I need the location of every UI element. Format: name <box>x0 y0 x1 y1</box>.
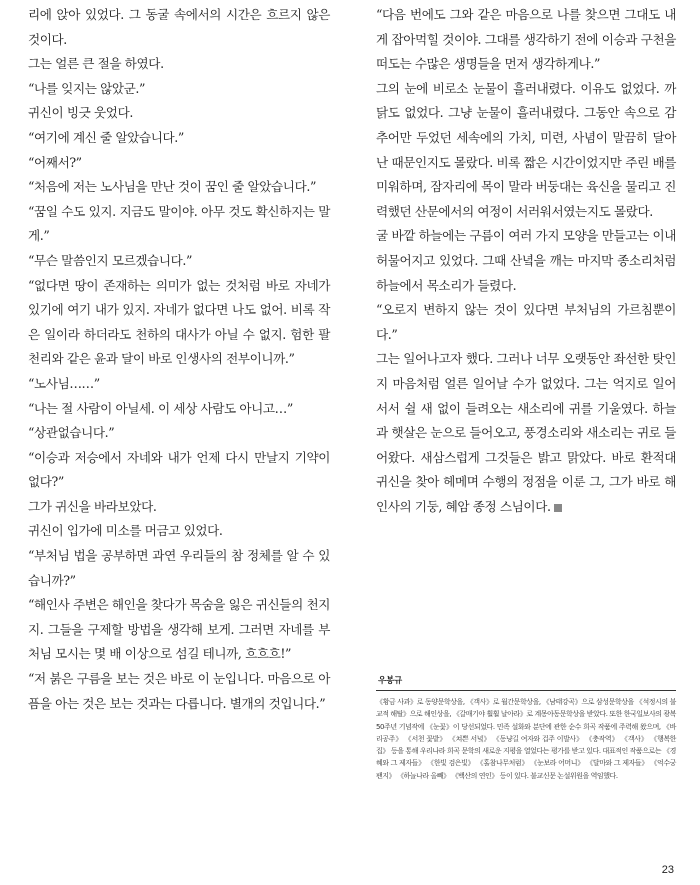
paragraph: 그의 눈에 비로소 눈물이 흘러내렸다. 이유도 없었다. 까닭도 없었다. 그냥 눈물이 흘러내렸다. 그동안 속으로 감추어만 두었던 세속에의 가치, 미련, 사념이 말끔히 달아난 때문인지도 몰랐다. 비록 짧은 시간이었지만 주린 배를 미워하며, 잠자리에 목이 말라 버둥대는 육신을 물리고 진력했던 산문에서의 여정이 서러워서였는지도 몰랐다. <box>376 80 676 219</box>
paragraph-final-text: 그는 일어나고자 했다. 그러나 너무 오랫동안 좌선한 탓인지 마음처럼 얼른 일어날 수가 없었다. 그는 억지로 일어서서 쉴 새 없이 들려오는 새소리에 귀를 기울였다. 하늘과 햇살은 눈으로 들어오고, 풍경소리와 새소리는 귀로 들어왔다. 새삼스럽게 그것들은 밝고 맑았다. 바로 환적대 귀신을 찾아 헤메며 수행의 정점을 이룬 그, 그가 바로 해인사의 기둥, 혜암 종정 스님이다. <box>376 351 676 514</box>
left-text-column <box>28 3 330 716</box>
divider <box>376 690 676 691</box>
paragraph-final <box>376 347 676 519</box>
paragraph: “노사님……” <box>28 375 100 391</box>
paragraph: “나는 절 사람이 아닐세. 이 세상 사람도 아니고…” <box>28 400 293 416</box>
paragraph: “오로지 변하지 않는 것이 있다면 부처님의 가르침뿐이다.” <box>376 302 676 342</box>
paragraph: 귀신이 입가에 미소를 머금고 있었다. <box>28 523 223 539</box>
paragraph: “여기에 계신 줄 알았습니다.” <box>28 129 184 145</box>
paragraph: “저 붉은 구름을 보는 것은 바로 이 눈입니다. 마음으로 아픔을 아는 것은 보는 것과는 다릅니다. 별개의 것입니다.” <box>28 671 330 711</box>
paragraph: 그는 얼른 큰 절을 하였다. <box>28 56 164 72</box>
paragraph: 귀신이 빙긋 웃었다. <box>28 105 133 121</box>
page-number: 23 <box>661 864 674 876</box>
author-name: 우봉규 <box>378 676 403 686</box>
end-square-icon <box>554 504 562 512</box>
paragraph: “상관없습니다.” <box>28 425 115 441</box>
paragraph: 굴 바깥 하늘에는 구름이 여러 가지 모양을 만들고는 이내 허물어지고 있었다. 그때 산녘을 깨는 마지막 종소리처럼 하늘에서 목소리가 들렸다. <box>376 228 676 293</box>
paragraph: “무슨 말씀인지 모르겠습니다.” <box>28 252 193 268</box>
author-bio: 《황금 사과》로 동양문학상을, 《객사》로 월간문학상을, 《남태강곡》으로 삼성문학상을 《석정시의 불교적 해탈》으로 해인상을, 《갈매기야 훨훨 날아라》로 계몽아동문학상을 받았다. 또한 한국일보사의 광복 50주년 기념작에 《눈꽃》이 당선되었다. 민족 설화와 분단에 관한 순수 희곡 작품에 주력해 왔으며, 《바리공주》 《서천 꽃밭》 《쳐쁜 서녘》 《동냥길 여자와 겁주 이발사》 《충작역》 《객사》 《행복한 집》 등을 통해 우리나라 희곡 문학의 새로운 지평을 열었다는 평가를 받고 있다. 대표적인 작품으로는 《경혜와 그 제자들》 《한빛 검은빛》 《홀참나무처럼》 《눈보라 어머니》 《달마와 그 제자들》 《억수궁 팬지》 《하늘나라 올빼》 《백산의 연인》 등이 있다. 불교신문 논설위원을 역임했다. <box>376 698 676 780</box>
right-text-column <box>376 3 676 519</box>
paragraph: “처음에 저는 노사님을 만난 것이 꿈인 줄 알았습니다.” <box>28 179 316 195</box>
paragraph: “다음 번에도 그와 같은 마음으로 나를 찾으면 그대도 내게 잡아먹힐 것이야. 그대를 생각하기 전에 이승과 구천을 떠도는 수많은 생명들을 먼저 생각하게나.” <box>376 7 676 72</box>
paragraph: “이승과 저승에서 자네와 내가 언제 다시 만날지 기약이 없다?” <box>28 449 330 490</box>
paragraph: “부처님 법을 공부하면 과연 우리들의 참 정체를 알 수 있습니까?” <box>28 548 330 588</box>
paragraph: “해인사 주변은 해인을 찾다가 목숨을 잃은 귀신들의 천지지. 그들을 구제할 방법을 생각해 보게. 그러면 자네를 부처님 모시는 몇 배 이상으로 섬길 테니까, 흐흐흐!” <box>28 597 330 662</box>
paragraph: “없다면 땅이 존재하는 의미가 없는 것처럼 바로 자네가 있기에 여기 내가 있지. 자네가 없다면 나도 없어. 비록 작은 일이라 하더라도 천하의 대사가 아닐 수 없지. 험한 팔천리와 같은 윤과 달이 바로 인생사의 전부이니까.” <box>28 277 330 367</box>
paragraph: 그가 귀신을 바라보았다. <box>28 498 157 514</box>
paragraph: “나를 잊지는 않았군.” <box>28 80 146 96</box>
paragraph: “꿈일 수도 있지. 지금도 말이야. 아무 것도 확신하지는 말게.” <box>28 203 330 244</box>
paragraph: “어째서?” <box>28 154 82 170</box>
author-info <box>376 674 676 782</box>
paragraph: 리에 앉아 있었다. 그 동굴 속에서의 시간은 흐르지 않은 것이다. <box>28 7 330 47</box>
